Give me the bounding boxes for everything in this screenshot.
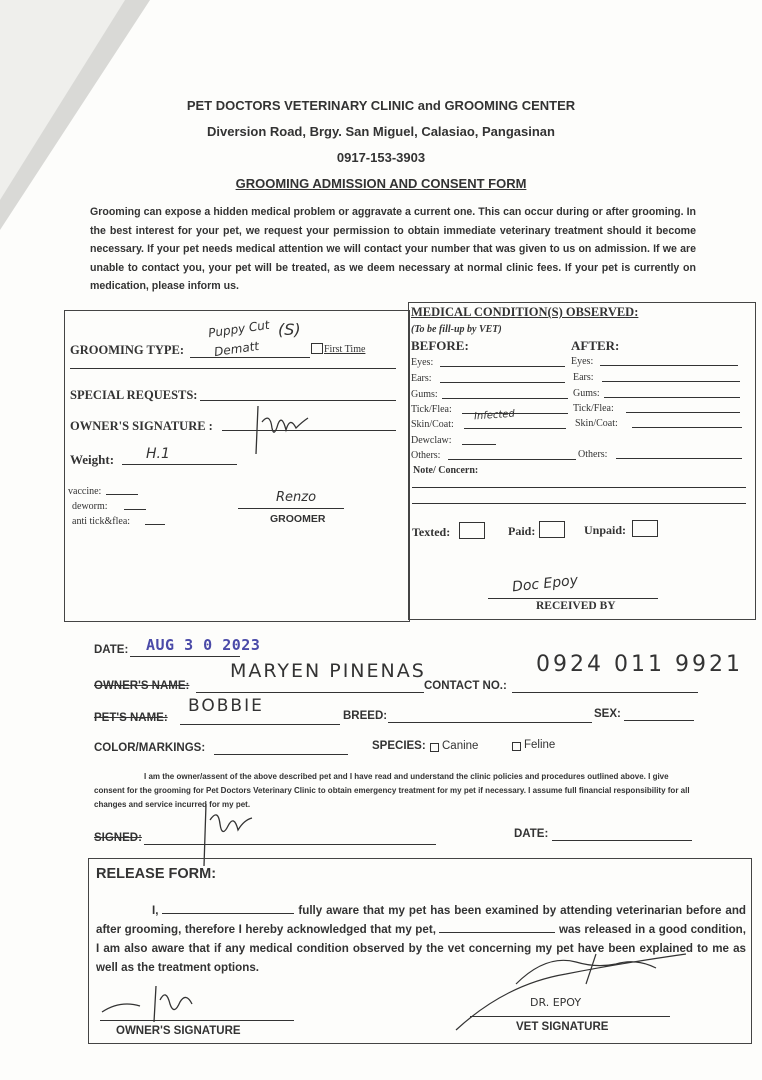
release-vet-sig-line[interactable] — [470, 1016, 670, 1017]
before-ears-line — [440, 382, 565, 383]
canine-label: Canine — [442, 740, 479, 752]
color-markings-line[interactable] — [214, 754, 348, 755]
after-eyes: Eyes: — [571, 356, 594, 367]
clinic-phone: 0917-153-3903 — [336, 150, 426, 165]
date-stamp[interactable]: AUG 3 0 2023 — [146, 636, 261, 654]
weight-value[interactable]: H.1 — [146, 446, 170, 462]
sex-label: SEX: — [594, 708, 621, 720]
grooming-type-line-2 — [70, 368, 396, 369]
before-label: BEFORE: — [411, 338, 469, 353]
after-others: Others: — [578, 449, 608, 460]
release-pet-line[interactable] — [439, 932, 555, 933]
pet-name-label: PET'S NAME: — [94, 712, 168, 724]
grooming-type-label: GROOMING TYPE: — [70, 343, 185, 357]
release-i: I, — [152, 904, 159, 917]
skin-value[interactable]: Infected — [473, 408, 516, 423]
texted-checkbox[interactable] — [459, 522, 485, 539]
weight-line — [122, 464, 237, 465]
before-skin-line — [464, 428, 566, 429]
before-eyes-line — [440, 366, 565, 367]
grooming-type-line — [190, 357, 310, 358]
grooming-size-value[interactable]: (S) — [278, 320, 301, 339]
deworm-line — [124, 509, 146, 510]
pet-name-value[interactable]: BOBBIE — [188, 696, 264, 716]
signed-label: SIGNED: — [94, 832, 142, 844]
unpaid-label: Unpaid: — [584, 523, 627, 537]
contact-value[interactable]: 0924 011 9921 — [536, 652, 743, 677]
before-gums: Gums: — [411, 389, 438, 400]
after-eyes-line — [600, 365, 738, 366]
after-gums: Gums: — [573, 388, 600, 399]
owner-name-value[interactable]: MARYEN PINENAS — [230, 660, 426, 682]
release-text-1: fully aware that my pet has been examined by attending veterinarian before and after grooming, therefore I hereby acknowledged that my pet, — [96, 904, 746, 936]
breed-label: BREED: — [343, 710, 388, 722]
after-ears: Ears: — [573, 372, 594, 383]
note-line-2[interactable] — [412, 503, 746, 504]
release-owner-sig-label: OWNER'S SIGNATURE — [116, 1025, 241, 1037]
feline-checkbox[interactable] — [512, 742, 521, 751]
release-name-line[interactable] — [162, 913, 294, 914]
before-eyes: Eyes: — [411, 357, 434, 368]
form-title: GROOMING ADMISSION AND CONSENT FORM — [235, 176, 527, 191]
after-others-line — [616, 458, 742, 459]
groomer-line — [238, 508, 344, 509]
before-skin: Skin/Coat: — [411, 419, 454, 430]
grooming-type-value-2[interactable]: Dematt — [213, 338, 260, 360]
contact-line — [512, 692, 698, 693]
pet-name-line — [180, 724, 340, 725]
first-time-checkbox[interactable] — [311, 343, 323, 354]
consent-text: I am the owner/assent of the above described pet and I have read and understand the clinic policies and procedures outlined above. I give consent for the grooming for Pet Doctors Veterinary Clinic to obtain emergency treatment for my pet if necessary. I assume full financial responsibility for all changes and service incurred for my pet. — [94, 772, 690, 809]
breed-line[interactable] — [388, 722, 592, 723]
owner-signature-mark — [248, 402, 318, 458]
consent-date-label: DATE: — [514, 828, 549, 840]
feline-label: Feline — [524, 739, 556, 751]
vet-name: DR. EPOY — [530, 996, 582, 1009]
groomer-label: GROOMER — [270, 513, 326, 525]
groomer-name: Renzo — [276, 490, 317, 505]
after-tick: Tick/Flea: — [573, 403, 614, 414]
clinic-name: PET DOCTORS VETERINARY CLINIC and GROOMING CENTER — [186, 98, 576, 113]
before-tick: Tick/Flea: — [411, 404, 452, 415]
after-ears-line — [602, 381, 740, 382]
before-gums-line — [442, 398, 568, 399]
after-label: AFTER: — [571, 338, 620, 353]
contact-label: CONTACT NO.: — [424, 680, 507, 692]
medical-title: MEDICAL CONDITION(S) OBSERVED: — [411, 305, 639, 319]
vaccine-line — [106, 494, 138, 495]
paid-label: Paid: — [508, 524, 536, 538]
texted-label: Texted: — [412, 525, 451, 539]
received-by-label: RECEIVED BY — [536, 600, 616, 612]
medical-subtitle: (To be fill-up by VET) — [411, 324, 502, 335]
received-line — [488, 598, 658, 599]
before-dewclaw: Dewclaw: — [411, 435, 452, 446]
special-requests-label: SPECIAL REQUESTS: — [70, 388, 198, 402]
unpaid-checkbox[interactable] — [632, 520, 658, 537]
sex-line[interactable] — [624, 720, 694, 721]
antitick-line — [145, 524, 165, 525]
owner-signature-label: OWNER'S SIGNATURE : — [70, 419, 213, 433]
after-tick-line — [626, 412, 740, 413]
canine-checkbox[interactable] — [430, 743, 439, 752]
release-vet-sig-label: VET SIGNATURE — [516, 1021, 609, 1033]
vaccine-label: vaccine: — [68, 486, 102, 497]
before-ears: Ears: — [411, 373, 432, 384]
grooming-type-value-1[interactable]: Puppy Cut — [207, 317, 271, 341]
note-line-1[interactable] — [412, 487, 746, 488]
note-label: Note/ Concern: — [413, 465, 479, 476]
antitick-label: anti tick&flea: — [72, 516, 131, 527]
date-label: DATE: — [94, 644, 129, 656]
intro-text: Grooming can expose a hidden medical problem or aggravate a current one. This can occur during or after grooming. In the best interest for your pet, we request your permission to obtain immediate veterinary treatment should it become necessary. If your pet needs medical attention we will contact your number that was given to us on admission. If we are unable to contact you, your pet will be treated, as we deem necessary at normal clinic fees. If your pet is currently on medication, please inform us. — [90, 206, 696, 292]
before-others-line — [448, 459, 576, 460]
consent-date-line[interactable] — [552, 840, 692, 841]
before-dewclaw-line — [462, 444, 496, 445]
after-skin-line — [632, 427, 742, 428]
special-requests-line[interactable] — [200, 400, 396, 401]
deworm-label: deworm: — [72, 501, 108, 512]
after-skin: Skin/Coat: — [575, 418, 618, 429]
species-label: SPECIES: — [372, 740, 426, 752]
first-time-label: First Time — [324, 344, 366, 355]
release-text-2: was released in a good condition, I am also aware that if any medical condition observed by the vet concerning my pet have been explained to me as well as the treatment options. — [96, 923, 746, 974]
owner-name-label: OWNER'S NAME: — [94, 680, 190, 692]
owner-name-line — [196, 692, 424, 693]
signed-line[interactable] — [144, 844, 436, 845]
release-owner-sig-line[interactable] — [100, 1020, 294, 1021]
weight-label: Weight: — [70, 452, 115, 467]
before-others: Others: — [411, 450, 441, 461]
clinic-address: Diversion Road, Brgy. San Miguel, Calasiao, Pangasinan — [207, 124, 555, 139]
paid-checkbox[interactable] — [539, 521, 565, 538]
received-by-name: Doc Epoy — [511, 572, 579, 596]
color-markings-label: COLOR/MARKINGS: — [94, 742, 206, 754]
date-line — [130, 656, 240, 657]
after-gums-line — [604, 397, 740, 398]
release-title: RELEASE FORM: — [96, 866, 217, 882]
